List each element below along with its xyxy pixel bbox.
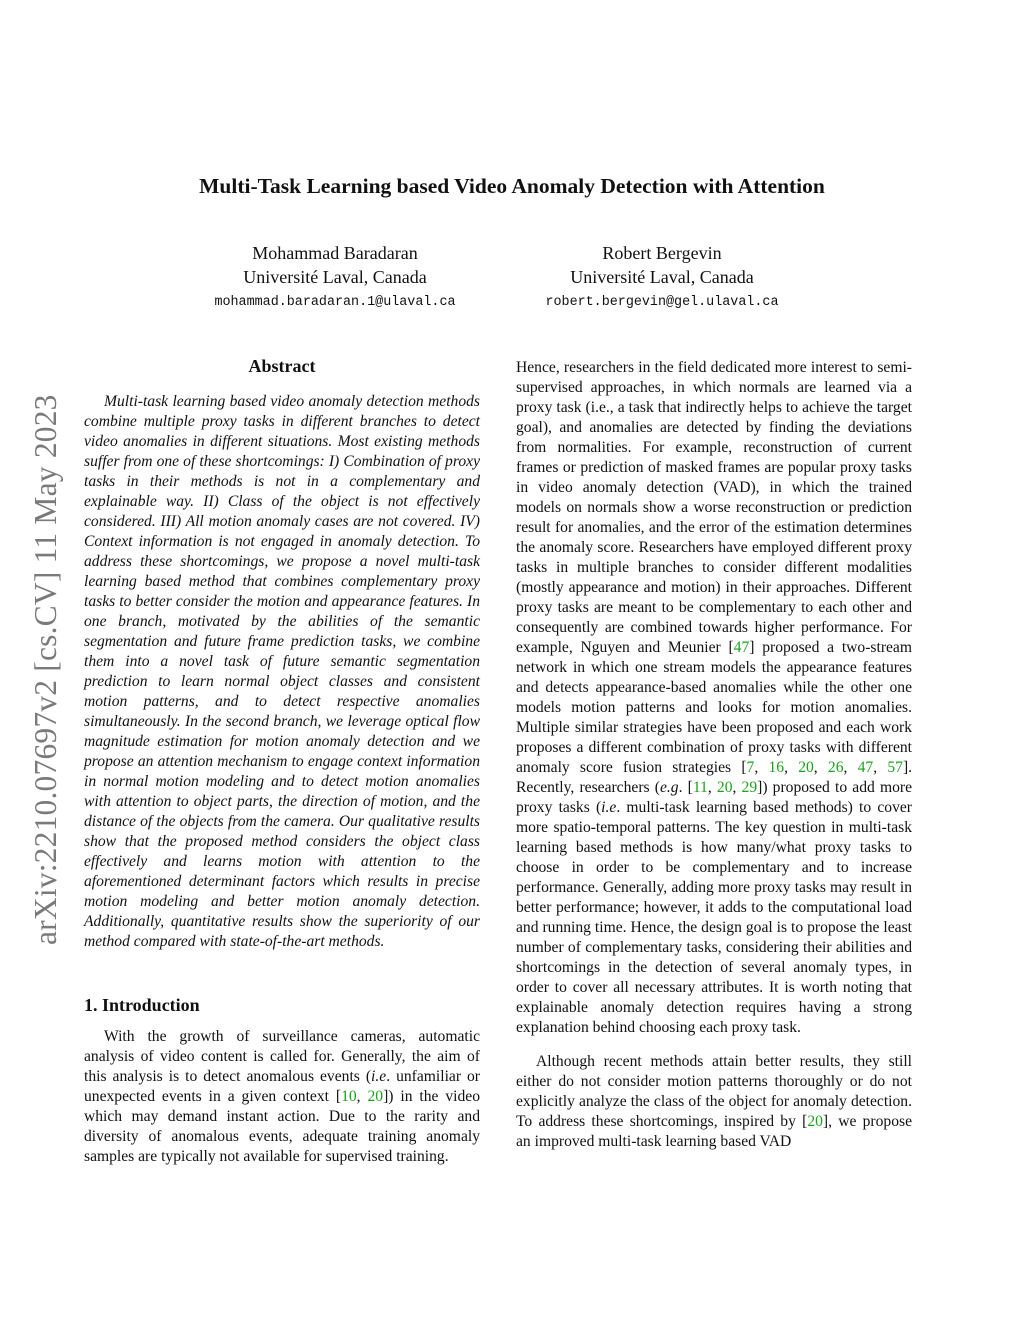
author-name: Robert Bergevin [602, 243, 722, 263]
text-run: . unfamiliar or unexpected events in a given context [ [84, 1068, 480, 1105]
text-run: . multi-task learning based methods) to cover more spatio-temporal patterns. The key question in multi-task learning based methods is how many/what proxy tasks to choose in order to be complementary and to increase performance. Generally, adding more proxy tasks may result in better performance; however, it adds to the computational load and running time. Hence, the design goal is to propose the least number of complementary tasks, considering their abilities and shortcomings in the detection of several anomaly types, in order to cover all necessary attributes. It is worth noting that explainable anomaly detection requires having a strong explanation behind choosing each proxy task. [516, 799, 912, 1036]
abstract-heading: Abstract [248, 356, 316, 376]
section-heading-introduction: 1. Introduction [84, 995, 200, 1015]
text-run: ]. Recently, researchers ( [516, 759, 913, 796]
text-run: Hence, researchers in the field dedicated more interest to semi-supervised approaches, in which normals are learned via a proxy task (i.e., a task that indirectly helps to achieve the target goal), and anomalies are detected by finding the deviations from normalities. For example, reconstruction of current frames or prediction of masked frames are popular proxy tasks in video anomaly detection (VAD), in which the trained models on normals show a worse reconstruction or prediction result for anomalies, and the error of the estimation determines the anomaly score. Researchers have employed different proxy tasks in multiple branches to consider different modalities (mostly appearance and motion) in their approaches. Different proxy tasks are meant to be complementary to each other and consequently are combined towards higher performance. For example, Nguyen and Meunier [ [516, 359, 912, 656]
citation-link[interactable]: 47 [733, 639, 750, 656]
citation-link[interactable]: 10 [341, 1088, 357, 1105]
abstract-text: Multi-task learning based video anomaly detection methods combine multiple proxy tasks in different branches to detect video anomalies in different situations. Most existing methods suffer from one of these shortcomings: I) Combination of proxy tasks in their methods is not in a complementary and explainable way. II) Class of the object is not effectively considered. III) All motion anomaly cases are not covered. IV) Context information is not engaged in anomaly detection. To address these shortcomings, we propose a novel multi-task learning based method that combines complementary proxy tasks to better consider the motion and appearance features. In one branch, motivated by the abilities of the semantic segmentation and future frame prediction tasks, we combine them into a novel task of future semantic segmentation prediction to learn normal object classes and consistent motion patterns, and to detect respective anomalies simultaneously. In the second branch, we leverage optical flow magnitude estimation for motion anomaly detection and we propose an attention mechanism to engage context information in normal motion modeling and to detect motion anomalies with attention to object parts, the direction of motion, and the distance of the objects from the camera. Our qualitative results show that the proposed method considers the object class effectively and learns motion with attention to the aforementioned determinant factors which results in precise motion modeling and better motion anomaly detection. Additionally, quantitative results show the superiority of our method compared with state-of-the-art methods. [84, 393, 480, 950]
text-run: , [356, 1088, 368, 1105]
text-run: . [ [678, 779, 693, 796]
citation-link[interactable]: 11 [692, 779, 708, 796]
text-run: ] proposed a two-stream network in which one stream models the appearance features and detects appearance-based anomalies while the other one models motion patterns and looks for motion anomalies. Multiple similar strategies have been proposed and each work proposes a different combination of proxy tasks with different anomaly score fusion strategies [ [516, 639, 912, 776]
citation-group: 7, 16, 20, 26, 47, 57 [746, 759, 903, 776]
author-email: robert.bergevin@gel.ulaval.ca [545, 295, 779, 310]
text-run: Although recent methods attain better results, they still either do not consider motion patterns thoroughly or do not explicitly analyze the class of the object for anomaly detection. To address these shortcomings, inspired by [ [516, 1053, 912, 1130]
citation-link[interactable]: 26 [827, 759, 844, 776]
citation-link[interactable]: 20 [807, 1113, 823, 1130]
author-affiliation: Université Laval, Canada [243, 267, 427, 287]
citation-group: 11, 20, 29 [692, 779, 758, 796]
author-affiliation: Université Laval, Canada [570, 267, 754, 287]
text-run: ], we propose an improved multi-task learning based VAD [516, 1113, 912, 1150]
text-run: ]) in the video which may demand instant action. Due to the rarity and diversity of anomalous events, adequate training anomaly samples are typically not available for supervised training. [84, 1088, 481, 1165]
paper-title: Multi-Task Learning based Video Anomaly Detection with Attention [199, 174, 825, 198]
citation-link[interactable]: 20 [367, 1088, 384, 1105]
text-run: e.g [659, 779, 679, 796]
right-column [516, 358, 912, 1152]
text-run: i.e [601, 799, 617, 816]
text-run: i.e [371, 1068, 387, 1085]
citation-link[interactable]: 29 [741, 779, 758, 796]
text-run: With the growth of surveillance cameras, automatic analysis of video content is called for. Generally, the aim of this analysis is to detect anomalous events ( [84, 1028, 480, 1085]
body-paragraph [516, 1052, 912, 1152]
text-run: ]) proposed to add more proxy tasks ( [516, 779, 912, 816]
body-paragraph [516, 358, 912, 1038]
author-block [497, 241, 827, 313]
citation-link[interactable]: 7 [746, 759, 755, 776]
citation-link[interactable]: 57 [887, 759, 903, 776]
author-block [170, 241, 500, 313]
citation-link[interactable]: 16 [768, 759, 785, 776]
left-column [84, 354, 480, 1167]
citation-link[interactable]: 20 [716, 779, 733, 796]
author-email: mohammad.baradaran.1@ulaval.ca [214, 295, 456, 310]
citation-link[interactable]: 47 [857, 759, 874, 776]
arxiv-identifier: arXiv:2210.07697v2 [cs.CV] 11 May 2023 [28, 394, 63, 945]
intro-paragraph [84, 1027, 480, 1167]
author-name: Mohammad Baradaran [252, 243, 418, 263]
citation-link[interactable]: 20 [798, 759, 814, 776]
